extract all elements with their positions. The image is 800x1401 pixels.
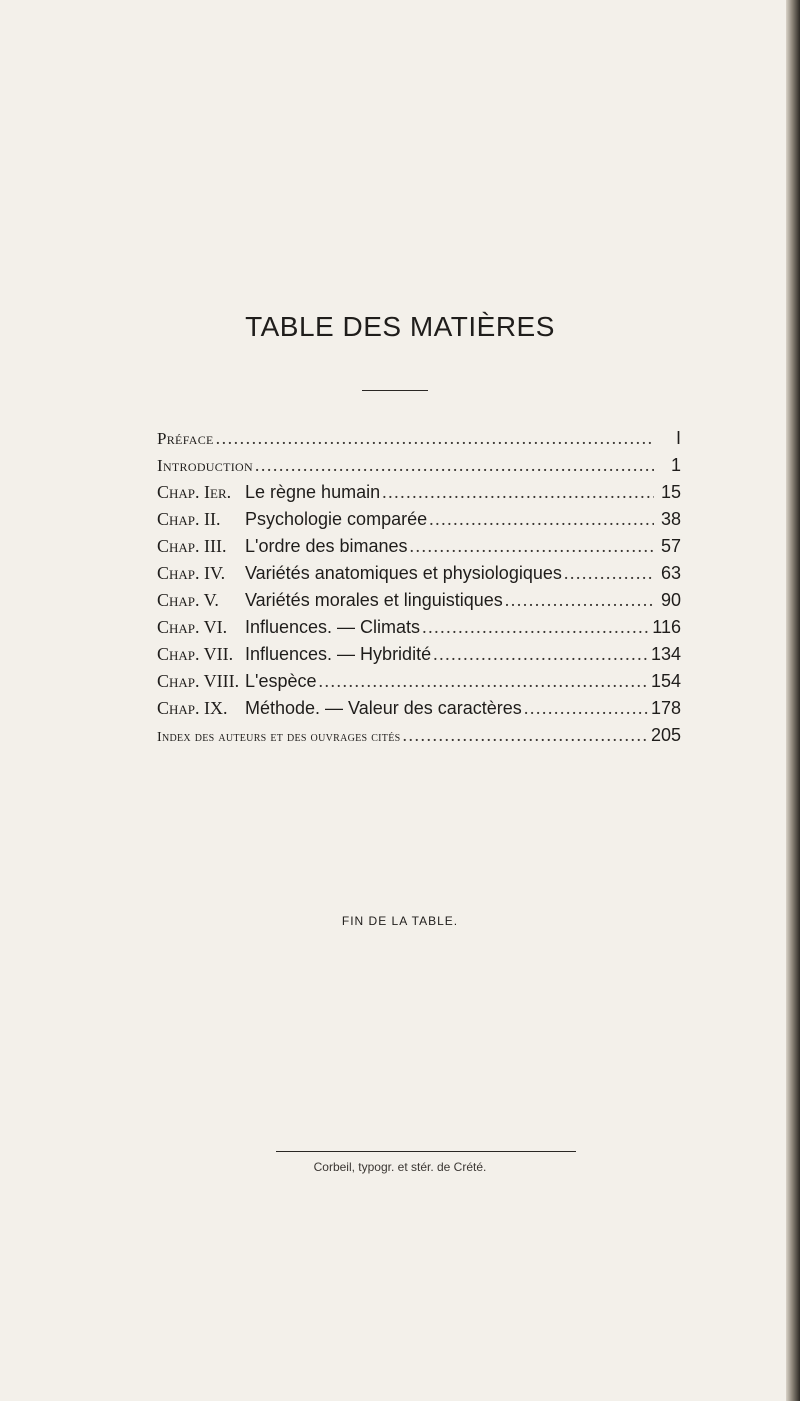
toc-entry-label: Index des auteurs et des ouvrages cités — [157, 730, 401, 745]
toc-entry-page: 38 — [660, 509, 681, 529]
toc-entry-chapter-3[interactable] — [157, 533, 681, 560]
toc-entry-page: 1 — [670, 455, 681, 475]
toc-entry-page: 116 — [652, 617, 681, 637]
dot-leader — [402, 722, 647, 749]
toc-chapter-title: Variétés morales et linguistiques — [245, 590, 503, 610]
dot-leader — [216, 425, 654, 452]
toc-chapter-number: Chap. VII. — [157, 644, 234, 664]
toc-chapter-title: Variétés anatomiques et physiologiques — [245, 563, 562, 583]
dot-leader — [524, 695, 648, 722]
toc-chapter-number: Chap. VIII. — [157, 671, 240, 691]
dot-leader — [433, 641, 648, 668]
printer-imprint: Corbeil, typogr. et stér. de Crété. — [313, 1160, 487, 1174]
toc-entry-page: 90 — [660, 590, 681, 610]
toc-entry-chapter-2[interactable] — [157, 506, 681, 533]
dot-leader — [382, 479, 654, 506]
toc-chapter-number: Chap. III. — [157, 536, 227, 556]
toc-chapter-title: Influences. — Hybridité — [245, 644, 432, 664]
dot-leader — [505, 587, 654, 614]
toc-entry-page: 134 — [650, 644, 681, 664]
dot-leader — [319, 668, 648, 695]
footer-divider — [276, 1151, 576, 1152]
toc-entry-introduction[interactable] — [157, 452, 681, 479]
toc-chapter-number: Chap. V. — [157, 590, 219, 610]
toc-entry-page: I — [675, 428, 681, 448]
toc-chapter-number: Chap. Ier. — [157, 482, 232, 502]
toc-entry-chapter-1[interactable] — [157, 479, 681, 506]
toc-chapter-title: Influences. — Climats — [245, 617, 421, 637]
toc-chapter-title: Psychologie comparée — [245, 509, 428, 529]
toc-entry-chapter-5[interactable] — [157, 587, 681, 614]
dot-leader — [429, 506, 654, 533]
dot-leader — [422, 614, 649, 641]
dot-leader — [255, 452, 654, 479]
toc-entry-page: 178 — [650, 698, 681, 718]
page-title: TABLE DES MATIÈRES — [245, 311, 555, 342]
toc-chapter-title: L'espèce — [245, 671, 317, 691]
toc-entry-page: 205 — [650, 725, 681, 745]
toc-chapter-number: Chap. IX. — [157, 698, 228, 718]
toc-entry-page: 15 — [660, 482, 681, 502]
toc-chapter-title: Méthode. — Valeur des caractères — [245, 698, 522, 718]
toc-entry-preface[interactable] — [157, 425, 681, 452]
end-note: FIN DE LA TABLE. — [341, 914, 459, 928]
toc-entry-index[interactable] — [157, 722, 681, 749]
page-edge-shadow — [786, 0, 800, 1401]
toc-entry-page: 57 — [660, 536, 681, 556]
toc-entry-chapter-7[interactable] — [157, 641, 681, 668]
title-divider — [362, 390, 428, 391]
toc-chapter-title: L'ordre des bimanes — [245, 536, 408, 556]
toc-entry-chapter-8[interactable] — [157, 668, 681, 695]
toc-entry-label: Introduction — [157, 456, 253, 475]
dot-leader — [410, 533, 654, 560]
toc-entry-chapter-6[interactable] — [157, 614, 681, 641]
toc-entry-label: Préface — [157, 429, 214, 448]
toc-chapter-number: Chap. II. — [157, 509, 221, 529]
toc-entry-page: 154 — [650, 671, 681, 691]
dot-leader — [564, 560, 654, 587]
toc-chapter-number: Chap. IV. — [157, 563, 226, 583]
toc-entry-chapter-9[interactable] — [157, 695, 681, 722]
toc-chapter-number: Chap. VI. — [157, 617, 228, 637]
toc-chapter-title: Le règne humain — [245, 482, 381, 502]
toc-entry-chapter-4[interactable] — [157, 560, 681, 587]
toc-entry-page: 63 — [660, 563, 681, 583]
table-of-contents — [157, 425, 681, 749]
